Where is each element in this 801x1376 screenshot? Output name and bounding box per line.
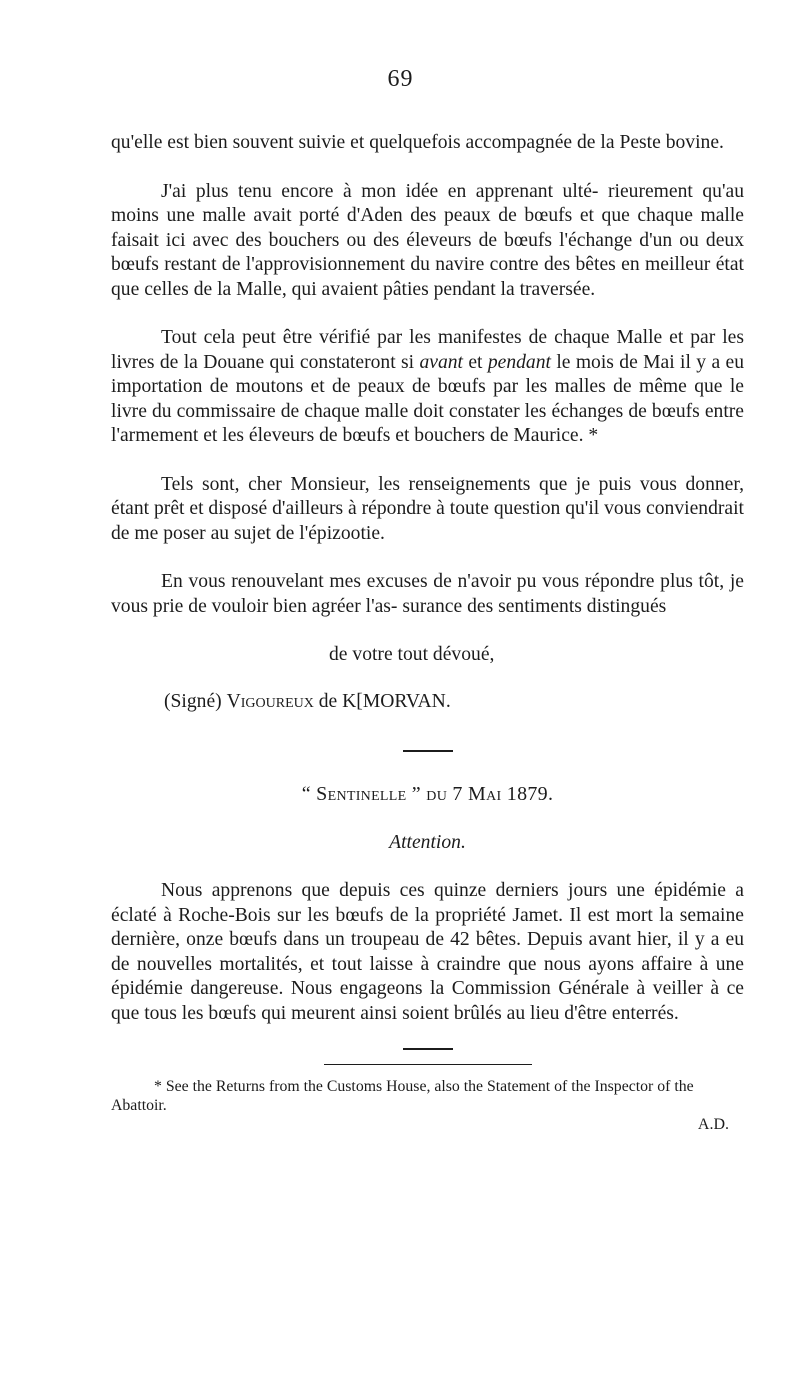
paragraph-manifestes [111, 326, 744, 449]
section-heading [111, 782, 744, 807]
italic-avant: avant [419, 351, 463, 373]
heading-sentinelle: Sentinelle [316, 783, 407, 805]
paragraph-malle-echange: J'ai plus tenu encore à mon idée en apprenant ulté- rieurement qu'au moins une malle avait porté d'Aden des peaux de bœufs et que chaque malle faisait ici avec des bouchers ou des éleveurs de bœufs l'échange d'un ou deux bœufs restant de l'approvisionnement du navire contre des bêtes en meilleur état que celles de la Malle, qui avaient pâties pendant la traversée. [111, 180, 744, 300]
letter-signature [111, 690, 744, 715]
text-run: et [462, 351, 488, 373]
heading-quote: “ [301, 783, 317, 805]
footnote-signature: A.D. [697, 1116, 729, 1133]
article-divider [403, 1048, 453, 1050]
signature-prefix: (Signé) [164, 690, 227, 712]
section-divider [403, 750, 453, 752]
heading-day: 7 [447, 783, 469, 805]
heading-du: du [426, 783, 448, 805]
footnote [111, 1077, 744, 1134]
page-content [111, 131, 744, 1134]
paragraph-excuses: En vous renouvelant mes excuses de n'avoir pu vous répondre plus tôt, je vous prie de vouloir bien agréer l'as- surance des sentiments distingués [111, 571, 744, 617]
heading-quote: ” [406, 783, 427, 805]
italic-pendant: pendant [487, 351, 551, 373]
signature-name: Vigoureux [226, 690, 314, 712]
heading-year: 1879. [501, 783, 554, 805]
paragraph-article: Nous apprenons que depuis ces quinze derniers jours une épidémie a éclaté à Roche-Bois sur les bœufs de la propriété Jamet. Il est mort la semaine dernière, onze bœufs dans un troupeau de 42 bêtes. Depuis avant hier, il y a eu de nouvelles mortalités, et tout laisse à craindre que nous ayons affaire à une épidémie dangereuse. Nous engageons la Commission Générale à veiller à ce que tous les bœufs qui meurent ainsi soient brûlés au lieu d'être enterrés. [111, 880, 744, 1024]
footnote-text: * See the Returns from the Customs House, also the Statement of the Inspector of the Abattoir. [111, 1078, 694, 1114]
signature-suffix: de K[MORVAN. [313, 690, 451, 712]
heading-month: Mai [468, 783, 502, 805]
text-run: le mois de Mai il y a eu importation de moutons et de peaux de bœufs par les malles de même que le livre du commissaire de chaque malle doit constater les échanges de bœufs entre l'armement et les éleveurs de bœufs et bouchers de Maurice. * [111, 351, 744, 446]
letter-closing: de votre tout dévoué, [329, 644, 495, 665]
paragraph-continuation: qu'elle est bien souvent suivie et quelquefois accompagnée de la Peste bovine. [111, 132, 724, 153]
text-run: Tout cela peut être vérifié par les manifestes de chaque Malle et par les livres de la Douane qui constateront si [111, 327, 744, 373]
section-subheading: Attention. [389, 831, 466, 853]
page-number: 69 [387, 66, 414, 92]
footnote-divider [324, 1064, 532, 1065]
paragraph-renseignements: Tels sont, cher Monsieur, les renseignements que je puis vous donner, étant prêt et disposé d'ailleurs à répondre à toute question qu'il vous conviendrait de me poser au sujet de l'épizootie. [111, 473, 744, 544]
